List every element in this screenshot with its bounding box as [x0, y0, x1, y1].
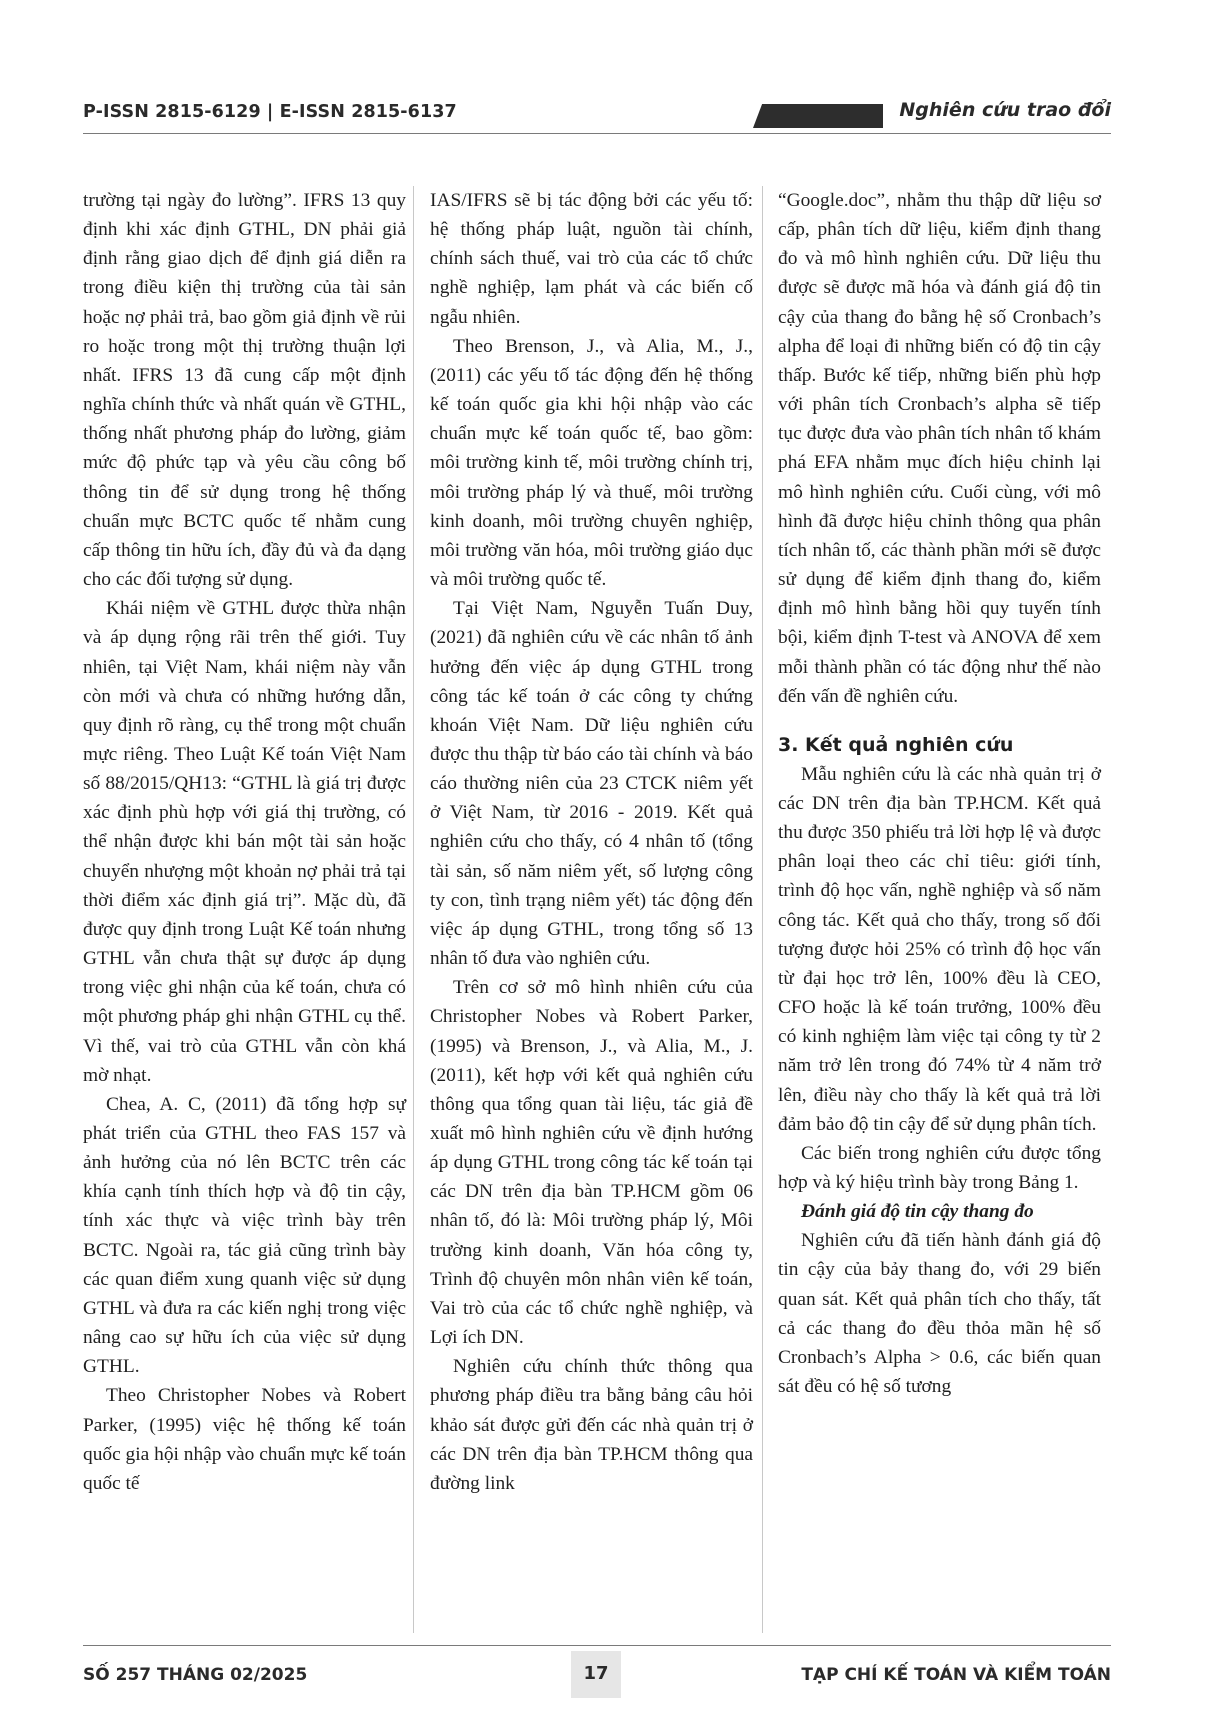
paragraph: Nghiên cứu đã tiến hành đánh giá độ tin cậy của bảy thang đo, với 29 biến quan sát. Kết quả phân tích cho thấy, tất cả các thang đo đều thỏa mãn hệ số Cronbach’s Alpha > 0.6, các biến quan sát đều có hệ số tương — [778, 1230, 1101, 1398]
paragraph: Trên cơ sở mô hình nhiên cứu của Christopher Nobes và Robert Parker, (1995) và Brenson, J., và Alia, M., J. (2011), kết hợp với kết quả nghiên cứu thông qua tổng quan tài liệu, tác giả đề xuất mô hình nghiên cứu về định hướng áp dụng GTHL trong công tác kế toán tại các DN trên địa bàn TP.HCM gồm 06 nhân tố, đó là: Môi trường pháp lý, Môi trường kinh doanh, Văn hóa công ty, Trình độ chuyên môn nhân viên kế toán, Vai trò của các tổ chức nghề nghiệp, và Lợi ích DN. — [430, 977, 753, 1349]
paragraph: Nghiên cứu chính thức thông qua phương pháp điều tra bằng bảng câu hỏi khảo sát được gửi đến các nhà quản trị ở các DN trên địa bàn TP.HCM thông qua đường link — [430, 1356, 753, 1494]
paragraph: Mẫu nghiên cứu là các nhà quản trị ở các DN trên địa bàn TP.HCM. Kết quả thu được 350 phiếu trả lời hợp lệ và được phân loại theo các chỉ tiêu: giới tính, trình độ học vấn, nghề nghiệp và số năm công tác. Kết quả cho thấy, trong số đối tượng được hỏi 25% có trình độ học vấn từ đại học trở lên, 100% đều là CEO, CFO hoặc là kế toán trưởng, 100% đều có kinh nghiệm làm việc tại công ty từ 2 năm trở lên trong đó 74% từ 4 năm trở lên, điều này cho thấy là kết quả trả lời đảm bảo độ tin cậy để sử dụng phân tích. — [778, 763, 1101, 1135]
paragraph: Chea, A. C, (2011) đã tổng hợp sự phát triển của GTHL theo FAS 157 và ảnh hưởng của nó lên BCTC trên các khía cạnh tính thích hợp và độ tin cậy, tính xác thực và việc trình bày trên BCTC. Ngoài ra, tác giả cũng trình bày các quan điểm xung quanh việc sử dụng GTHL và đưa ra các kiến nghị trong việc nâng cao sự hữu ích của việc sử dụng GTHL. — [83, 1093, 406, 1378]
subsection-heading: Đánh giá độ tin cậy thang đo — [801, 1201, 1034, 1223]
footer-divider — [83, 1645, 1111, 1646]
column-3 — [778, 186, 1101, 1401]
column-1 — [83, 186, 406, 1498]
paragraph: Các biến trong nghiên cứu được tổng hợp và ký hiệu trình bày trong Bảng 1. — [778, 1142, 1101, 1193]
issue-label: SỐ 257 THÁNG 02/2025 — [83, 1665, 308, 1685]
paragraph: “Google.doc”, nhằm thu thập dữ liệu sơ cấp, phân tích dữ liệu, kiểm định thang đo và mô hình nghiên cứu. Dữ liệu thu được sẽ được mã hóa và đánh giá độ tin cậy của thang đo bằng hệ số Cronbach’s alpha để loại đi những biến có độ tin cậy thấp. Bước kế tiếp, những biến phù hợp với phân tích Cronbach’s alpha sẽ tiếp tục được đưa vào phân tích nhân tố khám phá EFA nhằm mục đích hiệu chỉnh lại mô hình nghiên cứu. Cuối cùng, với mô hình đã được hiệu chỉnh thông qua phân tích nhân tố, các thành phần mới sẽ được sử dụng để kiểm định thang đo, kiểm định mô hình bằng hồi quy tuyến tính bội, kiểm định T-test và ANOVA để xem mỗi thành phần có tác động như thế nào đến vấn đề nghiên cứu. — [778, 190, 1101, 707]
paragraph: IAS/IFRS sẽ bị tác động bởi các yếu tố: hệ thống pháp luật, nguồn tài chính, chính sách thuế, vai trò của các tổ chức nghề nghiệp, lạm phát và các biến cố ngẫu nhiên. — [430, 190, 753, 328]
page-number: 17 — [583, 1663, 609, 1684]
section-heading: 3. Kết quả nghiên cứu — [778, 733, 1014, 756]
page-header — [83, 98, 1111, 134]
paragraph: Khái niệm về GTHL được thừa nhận và áp dụng rộng rãi trên thế giới. Tuy nhiên, tại Việt Nam, khái niệm này vẫn còn mới và chưa có những hướng dẫn, quy định rõ ràng, cụ thể trong một chuẩn mực riêng. Theo Luật Kế toán Việt Nam số 88/2015/QH13: “GTHL là giá trị được xác định phù hợp với giá thị trường, có thể nhận được khi bán một tài sản hoặc chuyển nhượng một khoản nợ phải trả tại thời điểm xác định giá trị”. Mặc dù, đã được quy định trong Luật Kế toán nhưng GTHL vẫn chưa thật sự được áp dụng trong việc ghi nhận của kế toán, chưa có một phương pháp ghi nhận GTHL cụ thể. Vì thế, vai trò của GTHL vẫn còn khá mờ nhạt. — [83, 598, 406, 1086]
header-divider — [83, 133, 1111, 134]
paragraph: trường tại ngày đo lường”. IFRS 13 quy định khi xác định GTHL, DN phải giả định rằng giao dịch để định giá diễn ra trong điều kiện thị trường của tài sản hoặc nợ phải trả, bao gồm giả định về rủi ro hoặc trong một thị trường thuận lợi nhất. IFRS 13 đã cung cấp một định nghĩa chính thức và nhất quán về GTHL, thống nhất phương pháp đo lường, giảm mức độ phức tạp và yêu cầu công bố thông tin để sử dụng trong hệ thống chuẩn mực BCTC quốc tế nhằm cung cấp thông tin hữu ích, đầy đủ và đa dạng cho các đối tượng sử dụng. — [83, 190, 406, 591]
issn-label: P-ISSN 2815-6129 | E-ISSN 2815-6137 — [83, 102, 457, 122]
column-2 — [430, 186, 753, 1498]
column-divider — [413, 186, 414, 1633]
section-bar-decoration — [753, 104, 883, 128]
paragraph: Theo Christopher Nobes và Robert Parker, (1995) việc hệ thống kế toán quốc gia hội nhập vào chuẩn mực kế toán quốc tế — [83, 1385, 406, 1494]
column-divider — [762, 186, 763, 1633]
paragraph: Theo Brenson, J., và Alia, M., J., (2011) các yếu tố tác động đến hệ thống kế toán quốc gia khi hội nhập vào các chuẩn mực kế toán quốc tế, bao gồm: môi trường kinh tế, môi trường chính trị, môi trường pháp lý và thuế, môi trường kinh doanh, môi trường chuyên nghiệp, môi trường văn hóa, môi trường giáo dục và môi trường quốc tế. — [430, 335, 753, 591]
section-title: Nghiên cứu trao đổi — [899, 99, 1111, 121]
paragraph: Tại Việt Nam, Nguyễn Tuấn Duy, (2021) đã nghiên cứu về các nhân tố ảnh hưởng đến việc áp dụng GTHL trong công tác kế toán ở các công ty chứng khoán Việt Nam. Dữ liệu nghiên cứu được thu thập từ báo cáo tài chính và báo cáo thường niên của 23 CTCK niêm yết ở Việt Nam, từ 2016 - 2019. Kết quả nghiên cứu cho thấy, có 4 nhân tố (tổng tài sản, số năm niêm yết, số lượng công ty con, tình trạng niêm yết) tác động đến việc áp dụng GTHL, trong tổng số 13 nhân tố đưa vào nghiên cứu. — [430, 598, 753, 970]
journal-name: TẠP CHÍ KẾ TOÁN VÀ KIỂM TOÁN — [801, 1665, 1111, 1685]
